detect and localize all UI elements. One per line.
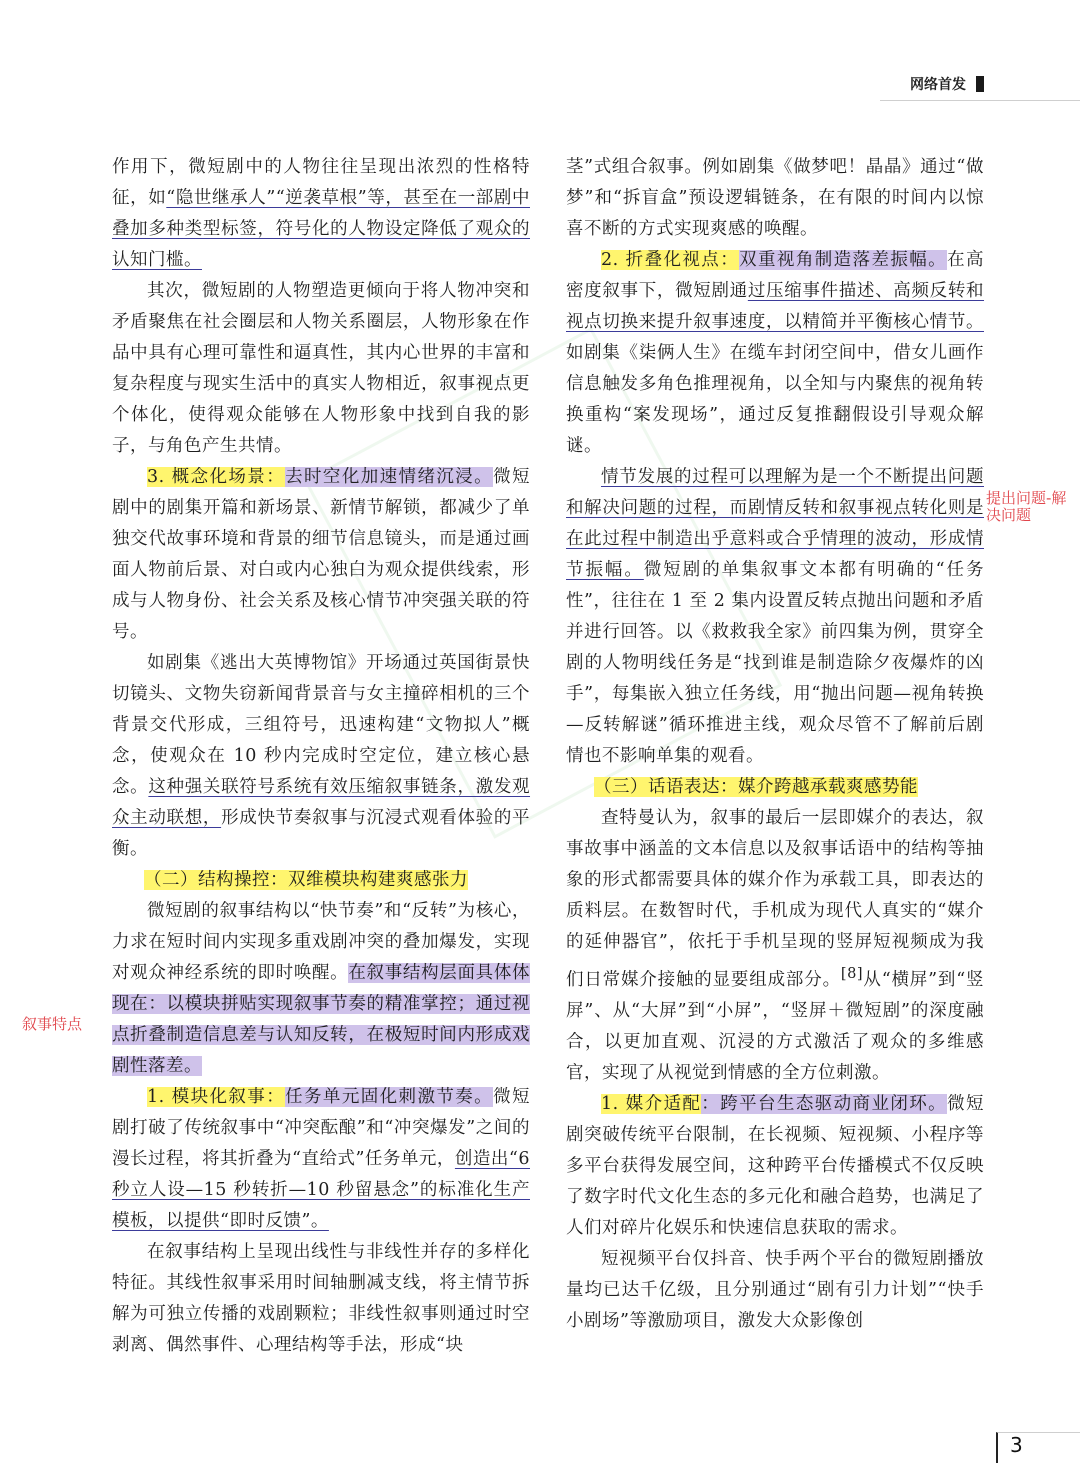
highlight-purple: 去时空化加速情绪沉浸。 [285,467,494,487]
text: 微短剧的叙事结构以“快节奏”和“反转”为核心，力求在短时间内实现多重戏剧冲突的叠加爆发，实现对观众神经系统的即时唤醒。 [112,901,530,983]
text: 微短剧中的剧集开篇和新场景、新情节解锁，都减少了单独交代故事环境和背景的细节信息镜头，而是通过画面人物前后景、对白或内心独白为观众提供线索，形成与人物身份、社会关系及核心情节冲突强关联的符号。 [112,467,531,642]
section-heading-text: （三）话语表达：媒介跨越承载爽感势能 [594,777,918,797]
highlight-purple: ：跨平台生态驱动商业闭环。 [701,1093,948,1114]
highlight-purple: 在叙事结构层面具体体现在：以模块拼贴实现叙事节奏的精准掌控；通过视点折叠制造信息差与认知反转，在极短时间内形成戏剧性落差。 [112,963,531,1076]
page-header [880,70,1080,101]
left-paragraph-3 [112,462,530,648]
text: 形成快节奏叙事与沉浸式观看体验的平衡。 [112,808,531,859]
highlight-yellow: 1. 媒介适配 [601,1093,702,1114]
header-mark [976,76,984,92]
text: 微短剧突破传统平台限制，在长视频、短视频、小程序等多平台获得发展空间，这种跨平台传播模式不仅反映了数字时代文化生态的多元化和融合趋势，也满足了人们对碎片化娱乐和快速信息获取的需求。 [566,1093,985,1238]
section-heading-text: （二）结构操控：双维模块构建爽感张力 [144,870,468,890]
left-paragraph-1 [112,152,530,276]
header-label: 网络首发 [910,77,966,93]
right-paragraph-1: 茎”式组合叙事。例如剧集《做梦吧！晶晶》通过“做梦”和“拆盲盒”预设逻辑链条，在有限的时间内以惊喜不断的方式实现爽感的唤醒。 [566,157,984,239]
right-paragraph-3 [566,462,984,772]
text: 微短剧的单集叙事文本都有明确的“任务性”，往往在 1 至 2 集内设置反转点抛出问题和矛盾并进行回答。以《救救我全家》前四集为例，贯穿全剧的人物明线任务是“找到谁是制造除夕夜爆炸的凶手”，每集嵌入独立任务线，用“抛出问题—视角转换—反转解谜”循环推进主线，观众尽管不了解前后剧情也不影响单集的观看。 [566,560,985,766]
annotation-right: 提出问题-解决问题 [986,489,1067,524]
left-paragraph-7: 在叙事结构上呈现出线性与非线性并存的多样化特征。其线性叙事采用时间轴删减支线，将主情节拆解为可独立传播的戏剧颗粒；非线性叙事则通过时空剥离、偶然事件、心理结构等手法，形成“块 [112,1242,530,1355]
left-paragraph-5 [112,896,530,1082]
highlight-purple: 双重视角制造落差振幅。 [739,250,948,270]
left-paragraph-4 [112,648,530,865]
text: 在高密度叙事下，微短剧通 [566,250,985,301]
right-paragraph-6: 短视频平台仅抖音、快手两个平台的微短剧播放量均已达千亿级，且分别通过“剧有引力计划”“快手小剧场”等激励项目，激发大众影像创 [566,1248,984,1331]
underlined-text: 这种强关联符号系统有效压缩叙事链条，激发观众主动联想， [112,777,531,828]
left-paragraph-6 [112,1082,530,1237]
section-heading-3 [566,772,984,803]
page-number-box [996,1432,1080,1463]
page-number: 3 [1010,1433,1023,1457]
right-paragraph-4 [566,803,984,1089]
highlight-purple: 任务单元固化刺激节奏。 [285,1087,494,1107]
citation-ref: [8] [840,965,864,982]
text: 作用下，微短剧中的人物往往呈现出浓烈的性格特征，如 [112,157,530,208]
underlined-text: “隐世继承人”“逆袭草根”等，甚至在一部剧中叠加多种类型标签，符号化的人物设定降低了观众的认知门槛。 [112,188,530,270]
highlight-yellow: 3. 概念化场景： [147,467,286,487]
underlined-text: 创造出“6 秒立人设—15 秒转折—10 秒留悬念”的标准化生产模板，以提供“即时反馈”。 [112,1149,530,1231]
right-column [566,152,984,1337]
text: 查特曼认为，叙事的最后一层即媒介的表达，叙事故事中涵盖的文本信息以及叙事话语中的结构等抽象的形式都需要具体的媒介作为承载工具，即表达的质料层。在数智时代，手机成为现代人真实的“媒介的延伸器官”，依托于手机呈现的竖屏短视频成为我们日常媒介接触的显要组成部分。 [566,808,984,990]
highlight-yellow: 2. 折叠化视点： [601,250,740,270]
right-paragraph-2 [566,245,984,462]
right-paragraph-5 [566,1089,984,1244]
left-column [112,152,530,1361]
text: 如剧集《柒俩人生》在缆车封闭空间中，借女儿画作信息触发多角色推理视角，以全知与内聚焦的视角转换重构“案发现场”，通过反复推翻假设引导观众解谜。 [566,343,984,456]
highlight-yellow: 1. 模块化叙事： [147,1087,286,1107]
annotation-left: 叙事特点 [22,1015,83,1033]
text: 如剧集《逃出大英博物馆》开场通过英国街景快切镜头、文物失窃新闻背景音与女主撞碎相机的三个背景交代形成，三组符号，迅速构建“文物拟人”概念，使观众在 10 秒内完成时空定位，建立核心悬念。 [112,653,530,797]
text: 从“横屏”到“竖屏”、从“大屏”到“小屏”，“竖屏＋微短剧”的深度融合，以更加直观、沉浸的方式激活了观众的多维感官，实现了从视觉到情感的全方位刺激。 [566,969,984,1083]
underlined-text: 过压缩事件描述、高频反转和视点切换来提升叙事速度，以精简并平衡核心情节。 [566,281,985,332]
left-paragraph-2: 其次，微短剧的人物塑造更倾向于将人物冲突和矛盾聚焦在社会圈层和人物关系圈层，人物形象在作品中具有心理可靠性和逼真性，其内心世界的丰富和复杂程度与现实生活中的真实人物相近，叙事视点更个体化，使得观众能够在人物形象中找到自我的影子，与角色产生共情。 [112,281,530,456]
text: 微短剧打破了传统叙事中“冲突酝酿”和“冲突爆发”之间的漫长过程，将其折叠为“直给式”任务单元， [112,1087,531,1169]
underlined-text: 情节发展的过程可以理解为是一个不断提出问题和解决问题的过程，而剧情反转和叙事视点转化则是在此过程中制造出乎意料或合乎情理的波动，形成情节振幅。 [566,467,984,580]
section-heading-2 [112,865,530,896]
